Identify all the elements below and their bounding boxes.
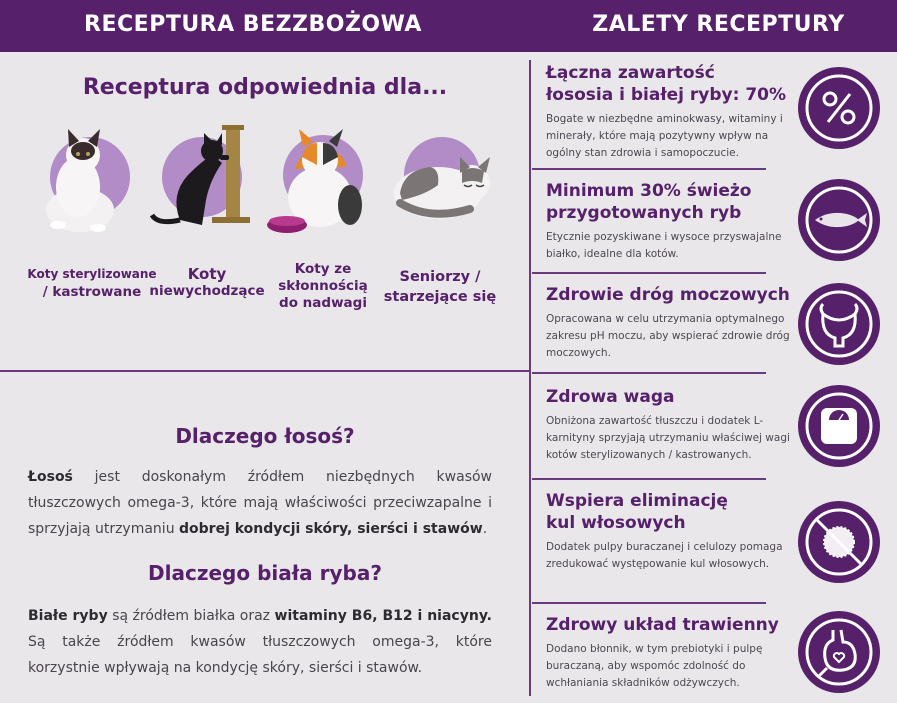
advantage-fish-content bbox=[546, 62, 791, 162]
percent-icon bbox=[797, 66, 881, 150]
advantage-hairball bbox=[546, 490, 791, 573]
advantage-separator bbox=[532, 602, 766, 604]
advantage-desc: Etycznie pozyskiwane i wysoce przyswajalne białko, idealne dla kotów. bbox=[546, 231, 782, 260]
salmon-text bbox=[28, 464, 492, 542]
indoor-cat-illustration bbox=[150, 125, 260, 235]
advantage-fresh-fish bbox=[546, 180, 791, 263]
whitefish-text-1: są źródłem białka oraz bbox=[107, 608, 275, 624]
cat-label-sterilized: Koty sterylizowane / kastrowane bbox=[27, 267, 157, 300]
whitefish-title: Dlaczego biała ryba? bbox=[148, 561, 382, 585]
senior-cat-illustration bbox=[390, 125, 500, 235]
header-bar bbox=[0, 0, 897, 52]
advantage-desc: Opracowana w celu utrzymania optymalnego zakresu pH moczu, aby wspierać zdrowie dróg moczowych. bbox=[546, 313, 790, 359]
advantage-urinary bbox=[546, 284, 791, 362]
advantage-separator bbox=[532, 372, 766, 374]
scale-icon bbox=[797, 384, 881, 468]
advantage-title: Zdrowy układ trawienny bbox=[546, 615, 779, 635]
whitefish-bold-1: Białe ryby bbox=[28, 608, 108, 624]
suitable-title: Receptura odpowiednia dla... bbox=[82, 75, 448, 100]
advantage-title: Zdrowie dróg moczowych bbox=[546, 285, 790, 305]
advantage-desc: Dodatek pulpy buraczanej i celulozy pomaga zredukować występowanie kul włosowych. bbox=[546, 541, 783, 570]
header-left-title: RECEPTURA BEZZBOŻOWA bbox=[84, 12, 422, 37]
advantage-separator bbox=[532, 272, 766, 274]
vertical-divider bbox=[529, 60, 531, 696]
overweight-cat-illustration bbox=[265, 125, 375, 235]
salmon-text-2: . bbox=[482, 521, 488, 537]
salmon-bold-2: dobrej kondycji skóry, sierści i stawów bbox=[179, 521, 483, 537]
whitefish-text-2: Są także źródłem kwasów tłuszczowych omega-3, które korzystnie wpływają na kondycję skóry, sierści i stawów. bbox=[28, 634, 492, 676]
cat-label-senior: Seniorzy / starzejące się bbox=[383, 269, 497, 305]
header-right-title: ZALETY RECEPTURY bbox=[592, 12, 845, 37]
cat-label-indoor: Koty niewychodzące bbox=[149, 265, 265, 299]
bladder-icon bbox=[797, 282, 881, 366]
advantage-title: Zdrowa waga bbox=[546, 387, 675, 407]
advantage-desc: Bogate w niezbędne aminokwasy, witaminy i minerały, które mają pozytywny wpływ na ogólny stan zdrowia i samopoczucie. bbox=[546, 113, 783, 159]
whitefish-bold-2: witaminy B6, B12 i niacyny. bbox=[274, 608, 492, 624]
salmon-bold-1: Łosoś bbox=[28, 469, 73, 485]
sterilized-cat-illustration bbox=[28, 125, 138, 235]
advantage-desc: Dodano błonnik, w tym prebiotyki i pulpę buraczaną, aby wspomóc zdolność do wchłaniania składników odżywczych. bbox=[546, 643, 763, 689]
salmon-title: Dlaczego łosoś? bbox=[175, 424, 355, 448]
whitefish-text bbox=[28, 603, 492, 681]
advantage-weight bbox=[546, 386, 791, 464]
salmon-text-1: jest doskonałym źródłem niezbędnych kwasów tłuszczowych omega-3, które mają właściwości przeciwzapalne i sprzyjają utrzymaniu bbox=[28, 469, 492, 537]
stomach-icon bbox=[797, 610, 881, 694]
advantage-desc: Obniżona zawartość tłuszczu i dodatek L-karnityny sprzyjają utrzymaniu właściwej wagi kotów sterylizowanych / kastrowanych. bbox=[546, 415, 790, 461]
advantage-title: Łączna zawartość łososia i białej ryby: 70% bbox=[546, 63, 787, 105]
advantage-title: Wspiera eliminację kul włosowych bbox=[546, 491, 728, 533]
horizontal-divider bbox=[0, 370, 530, 372]
advantage-separator bbox=[532, 478, 766, 480]
advantage-title: Minimum 30% świeżo przygotowanych ryb bbox=[546, 181, 752, 223]
fish-icon bbox=[797, 178, 881, 262]
advantage-digestion bbox=[546, 614, 791, 692]
cat-label-overweight: Koty ze skłonnością do nadwagi bbox=[278, 261, 368, 311]
hairball-icon bbox=[797, 500, 881, 584]
advantage-separator bbox=[532, 168, 766, 170]
